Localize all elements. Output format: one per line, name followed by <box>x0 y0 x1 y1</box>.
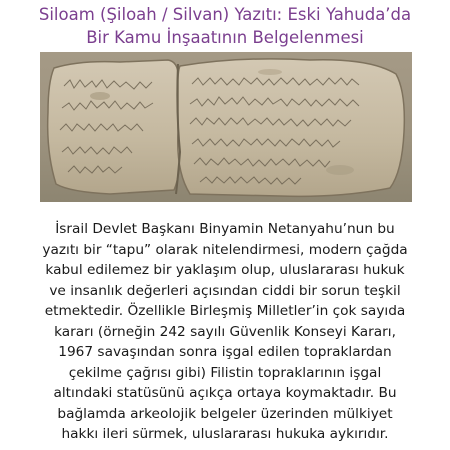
body-line: yazıtı bir “tapu” olarak nitelendirmesi, modern çağda <box>42 241 408 258</box>
body-line: kararı (örneğin 242 sayılı Güvenlik Konseyi Kararı, <box>54 323 396 340</box>
article-body <box>6 219 444 445</box>
body-line: altındaki statüsünü açıkça ortaya koymaktadır. Bu <box>53 385 397 401</box>
body-line: İsrail Devlet Başkanı Binyamin Netanyahu’nun bu <box>55 221 395 237</box>
title-line-2: Bir Kamu İnşaatının Belgelenmesi <box>86 28 364 47</box>
body-line: hakkı ileri sürmek, uluslararası hukuka aykırıdır. <box>61 426 389 442</box>
body-line: etmektedir. Özellikle Birleşmiş Milletler’in çok sayıda <box>44 303 406 319</box>
body-line: bağlamda arkeolojik belgeler üzerinden mülkiyet <box>57 405 393 422</box>
body-line: kabul edilemez bir yaklaşım olup, uluslararası hukuk <box>45 262 405 278</box>
body-line: ve insanlık değerleri açısından ciddi bir sorun teşkil <box>49 282 401 299</box>
siloam-inscription-stone-icon <box>40 52 412 202</box>
inscription-photo <box>40 52 412 202</box>
page-title <box>0 3 450 49</box>
title-line-1: Siloam (Şiloah / Silvan) Yazıtı: Eski Yahuda’da <box>38 5 412 24</box>
body-line: 1967 savaşından sonra işgal edilen topraklardan <box>58 344 392 360</box>
body-line: çekilme çağrısı gibi) Filistin topraklarının işgal <box>68 364 382 381</box>
